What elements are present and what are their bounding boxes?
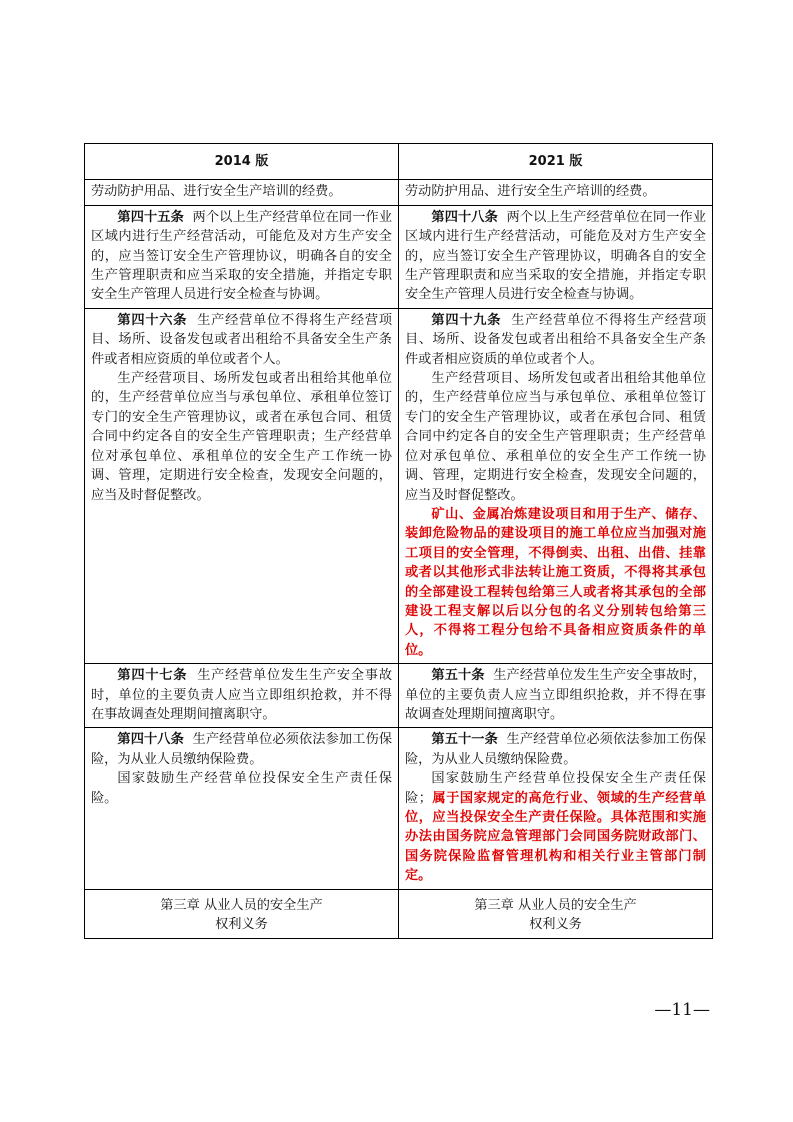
- cell-2014: [85, 664, 399, 728]
- article-number: 第四十九条: [431, 312, 502, 328]
- article-text: 生产经营单位不得将生产经营项目、场所、设备发包或者出租给不具备安全生产条件或者相应资质的单位或者个人。: [405, 312, 707, 367]
- table-header-row: [85, 144, 713, 180]
- chapter-line: 权利义务: [529, 917, 582, 933]
- paragraph: [91, 311, 392, 369]
- cell-2021: [399, 728, 713, 889]
- table-row: [85, 308, 713, 663]
- article-text: 生产经营单位必须依法参加工伤保险，为从业人员缴纳保险费。: [405, 732, 707, 767]
- article-number: 第四十八条: [431, 209, 498, 225]
- page-number: —11—: [654, 1000, 710, 1020]
- added-paragraph: 矿山、金属冶炼建设项目和用于生产、储存、装卸危险物品的建设项目的施工单位应当加强对施工项目的安全管理，不得倒卖、出租、出借、挂靠或者以其他形式非法转让施工资质，不得将其承包的全部建设工程转包给第三人或者将其承包的全部建设工程支解以后以分包的名义分别转包给第三人，不得将工程分包给不具备相应资质条件的单位。: [405, 506, 706, 658]
- article-number: 第五十一条: [431, 732, 498, 748]
- chapter-line: 第三章 从业人员的安全生产: [160, 897, 323, 913]
- header-2021: 2021 版: [399, 144, 713, 180]
- paragraph: [405, 208, 706, 305]
- paragraph: [405, 730, 706, 769]
- article-number: 第五十条: [431, 668, 485, 684]
- comparison-table: [84, 143, 713, 939]
- cell-2021: [399, 205, 713, 308]
- paragraph-text: 国家鼓励生产经营单位投保安全生产责任保险；: [405, 771, 706, 806]
- cell-text: 劳动防护用品、进行安全生产培训的经费。: [91, 184, 342, 200]
- cell-2014: [85, 308, 399, 663]
- cell-2021: [399, 180, 713, 205]
- table-row: [85, 205, 713, 308]
- chapter-line: 权利义务: [215, 917, 268, 933]
- paragraph: [91, 666, 392, 724]
- cell-2014: [85, 180, 399, 205]
- paragraph: [405, 666, 706, 724]
- cell-2021: [399, 664, 713, 728]
- added-text: 属于国家规定的高危行业、领域的生产经营单位，应当投保安全生产责任保险。具体范围和实施办法由国务院应急管理部门会同国务院财政部门、国务院保险监督管理机构和相关行业主管部门制定。: [405, 790, 707, 884]
- table-row: [85, 664, 713, 728]
- cell-2014: [85, 728, 399, 889]
- chapter-title-2014: [85, 889, 399, 939]
- article-text: 两个以上生产经营单位在同一作业区域内进行生产经营活动，可能危及对方生产安全的，应当签订安全生产管理协议，明确各自的安全生产管理职责和应当采取的安全措施，并指定专职安全生产管理人员进行安全检查与协调。: [405, 209, 707, 303]
- table-row: [85, 728, 713, 889]
- chapter-line: 第三章 从业人员的安全生产: [474, 897, 637, 913]
- paragraph: [405, 769, 706, 885]
- article-text: 生产经营单位不得将生产经营项目、场所、设备发包或者出租给不具备安全生产条件或者相应资质的单位或者个人。: [91, 312, 393, 367]
- paragraph: 生产经营项目、场所发包或者出租给其他单位的，生产经营单位应当与承包单位、承租单位签订专门的安全生产管理协议，或者在承包合同、租赁合同中约定各自的安全生产管理职责；生产经营单位对承包单位、承租单位的安全生产工作统一协调、管理，定期进行安全检查，发现安全问题的，应当及时督促整改。: [91, 371, 392, 503]
- article-text: 两个以上生产经营单位在同一作业区域内进行生产经营活动，可能危及对方生产安全的，应当签订安全生产管理协议，明确各自的安全生产管理职责和应当采取的安全措施，并指定专职安全生产管理人员进行安全检查与协调。: [91, 209, 393, 303]
- article-text: 生产经营单位发生生产安全事故时，单位的主要负责人应当立即组织抢救，并不得在事故调查处理期间擅离职守。: [405, 668, 707, 722]
- paragraph: [405, 311, 706, 369]
- paragraph: 生产经营项目、场所发包或者出租给其他单位的，生产经营单位应当与承包单位、承租单位签订专门的安全生产管理协议，或者在承包合同、租赁合同中约定各自的安全生产管理职责；生产经营单位对承包单位、承租单位的安全生产工作统一协调、管理，定期进行安全检查，发现安全问题的，应当及时督促整改。: [405, 371, 706, 503]
- article-number: 第四十五条: [117, 209, 184, 225]
- article-text: 生产经营单位必须依法参加工伤保险，为从业人员缴纳保险费。: [91, 732, 393, 767]
- cell-text: 劳动防护用品、进行安全生产培训的经费。: [405, 184, 656, 200]
- article-number: 第四十六条: [117, 312, 188, 328]
- chapter-row: [85, 889, 713, 939]
- paragraph: 国家鼓励生产经营单位投保安全生产责任保险。: [91, 771, 392, 806]
- article-number: 第四十七条: [117, 668, 188, 684]
- cell-2021: [399, 308, 713, 663]
- header-2014: 2014 版: [85, 144, 399, 180]
- chapter-title-2021: [399, 889, 713, 939]
- article-number: 第四十八条: [117, 732, 184, 748]
- article-text: 生产经营单位发生生产安全事故时，单位的主要负责人应当立即组织抢救，并不得在事故调查处理期间擅离职守。: [91, 668, 393, 722]
- table-row: [85, 180, 713, 205]
- paragraph: [91, 208, 392, 305]
- cell-2014: [85, 205, 399, 308]
- paragraph: [91, 730, 392, 769]
